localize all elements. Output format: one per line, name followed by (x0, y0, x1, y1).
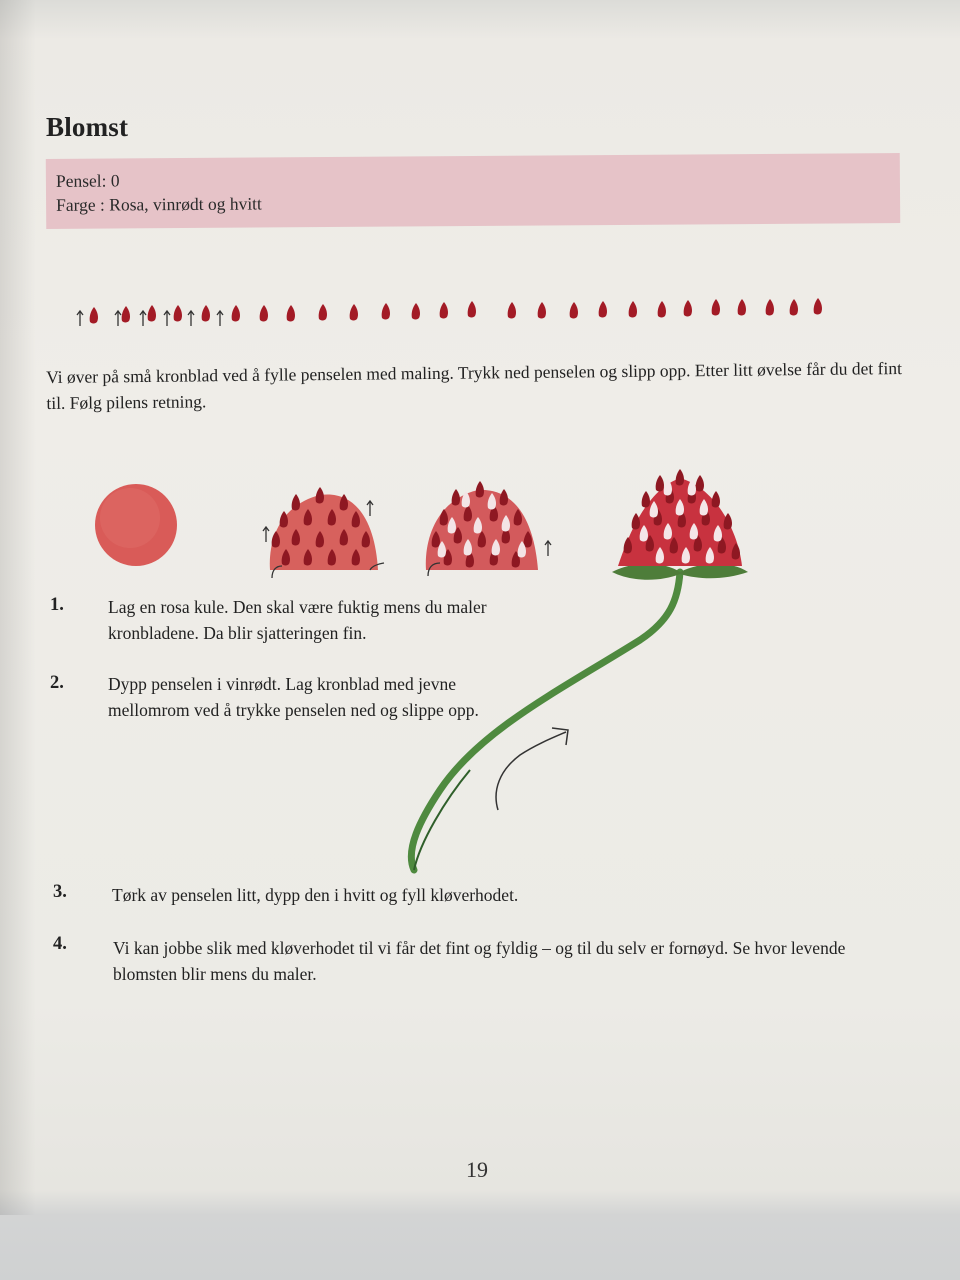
step-text: Vi kan jobbe slik med kløverhodet til vi får det fint og fyldig – og til du selv er fornøyd. Se hvor levende blomsten blir mens du maler. (113, 938, 846, 984)
step-number: 1. (50, 595, 64, 615)
step3-highlighted-ball (426, 481, 551, 576)
direction-arrow-icon (188, 311, 194, 326)
paint-colors: Farge : Rosa, vinrødt og hvitt (56, 193, 262, 215)
step-number: 2. (50, 673, 64, 693)
step-text: Lag en rosa kule. Den skal være fuktig mens du maler kronbladene. Da blir sjatteringen fin. (108, 597, 487, 643)
page-number: 19 (466, 1157, 488, 1182)
direction-arrow-icon (217, 311, 223, 326)
direction-arrow-icon (140, 311, 146, 326)
practice-petal-row (77, 298, 822, 326)
step-number: 4. (53, 934, 67, 954)
brush-size: Pensel: 0 (55, 170, 120, 191)
step-number: 3. (53, 882, 67, 902)
direction-arrow-icon (77, 311, 83, 326)
direction-arrow-icon (115, 311, 121, 326)
direction-arrow-icon (164, 311, 170, 326)
direction-arrow-icon (496, 732, 566, 810)
step-text: Dypp penselen i vinrødt. Lag kronblad med jevne mellomrom ved å trykke penselen ned og slippe opp. (108, 674, 479, 720)
intro-text: Vi øver på små kronblad ved å fylle penselen med maling. Trykk ned penselen og slipp opp. Etter litt øvelse får du det fint til. Følg pilens retning. (46, 358, 902, 413)
page-title: Blomst (46, 112, 129, 142)
step2-petal-ball (263, 487, 384, 578)
step1-pink-ball (95, 484, 177, 566)
direction-arrow-icon (545, 541, 551, 556)
step-text: Tørk av penselen litt, dypp den i hvitt og fyll kløverhodet. (112, 885, 519, 905)
direction-arrow-icon (367, 501, 373, 516)
direction-arrow-icon (263, 527, 269, 542)
